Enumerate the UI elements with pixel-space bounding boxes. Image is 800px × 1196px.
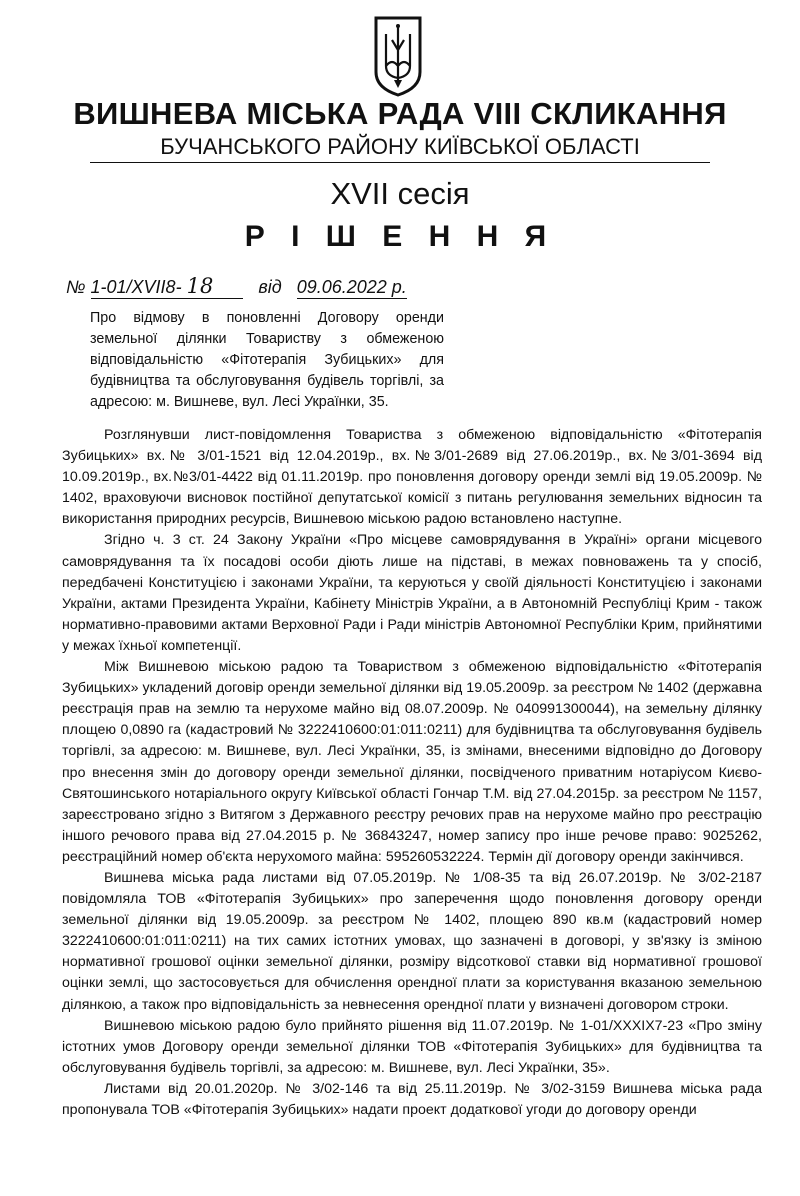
paragraph: Вишнева міська рада листами від 07.05.2019р. № 1/08-35 та від 26.07.2019р. № 3/02-2187 повідомляла ТОВ «Фітотерапія Зубицьких» про заперечення щодо поновлення договору оренди земельної ділянки від 19.05.2009р. за реєстром № 1402, площею 890 кв.м (кадастровий номер 3222410600:01:011:0211) на тих самих істотних умовах, що зазначені в договорі, у зв'язку із зміною нормативної грошової оцінки земельної ділянки, розміру відсоткової ставки від нормативної грошової оцінки землі, що застосовується для обчислення орендної плати за користування вказаною земельною ділянкою, а також про відповідальність за невнесення орендної плати у визначені договором строки. [62,869,762,1013]
document-body [62,425,762,1121]
decision-number-line [66,274,407,299]
paragraph: Вишневою міською радою було прийнято рішення від 11.07.2019р. № 1-01/XXXIX7-23 «Про зміну істотних умов Договору оренди земельної ділянки ТОВ «Фітотерапія Зубицьких» для будівництва та обслуговування будівель торгівлі, за адресою: м. Вишневе, вул. Лесі Українки, 35». [62,1017,762,1076]
date-label: від [258,277,282,297]
decision-date: 09.06.2022 р. [296,277,407,297]
paragraph: Згідно ч. 3 ст. 24 Закону України «Про місцеве самоврядування в Україні» органи місцевого самоврядування та їх посадові особи діють лише на підставі, в межах повноважень та у спосіб, передбачені Конституцією і законами України, та керуються у своїй діяльності Конституцією і законами України, актами Президента України, Кабінету Міністрів України, а в Автономній Республіці Крим - також нормативно-правовими актами Верховної Ради і Ради міністрів Автономної Республіки Крим, прийнятими у межах їхньої компетенції. [62,532,762,654]
decision-number-prefix: 1-01/XVII8- [90,277,182,297]
paragraph: Між Вишневою міською радою та Товариством з обмеженою відповідальністю «Фітотерапія Зубицьких» укладений договір оренди земельної ділянки від 19.05.2009р. за реєстром № 1402 (державна реєстрація прав на землю та нерухоме майно від 08.07.2009р. № 040991300044), на земельну ділянку площею 0,0890 га (кадастровий № 3222410600:01:011:0211) для будівництва та обслуговування будівель торгівлі, за адресою: м. Вишневе, вул. Лесі Українки, 35, із змінами, внесеними відповідно до Договору про внесення змін до договору оренди земельної ділянки, посвідченого приватним нотаріусом Києво-Святошинського нотаріального округу Київської області Гончар Т.М. від 27.04.2015р. за реєстром № 1157, зареєстровано згідно з Витягом з Державного реєстру речових прав на нерухоме майно про реєстрацію іншого речового права від 27.04.2015 р. № 36843247, номер запису про інше речове право: 9025262, реєстраційний номер об'єкта нерухомого майна: 595260532224. Термін дії договору оренди закінчився. [62,659,762,865]
paragraph: Розглянувши лист-повідомлення Товариства з обмеженою відповідальністю «Фітотерапія Зубицьких» вх.№ 3/01-1521 від 12.04.2019р., вх.№3/01-2689 від 27.06.2019р., вх.№3/01-3694 від 10.09.2019р., вх.№3/01-4422 від 01.11.2019р. про поновлення договору оренди землі від 19.05.2009р. № 1402, враховуючи висновок постійної депутатської комісії з питань регулювання земельних відносин та використання природних ресурсів, Вишневою міською радою встановлено наступне. [62,427,762,528]
session-label: XVII сесія [330,176,470,211]
decision-summary: Про відмову в поновленні Договору оренди земельної ділянки Товариству з обмеженою відповідальністю «Фітотерапія Зубицьких» для будівництва та обслуговування будівель торгівлі, за адресою: м. Вишневе, вул. Лесі Українки, 35. [90,310,444,410]
document-type: Р І Ш Е Н Н Я [244,220,556,253]
council-subtitle: БУЧАНСЬКОГО РАЙОНУ КИЇВСЬКОЇ ОБЛАСТІ [90,134,710,163]
paragraph: Листами від 20.01.2020р. № 3/02-146 та від 25.11.2019р. № 3/02-3159 Вишнева міська рада пропонувала ТОВ «Фітотерапія Зубицьких» надати проект додаткової угоди до договору оренди [62,1080,762,1118]
decision-number [91,274,244,299]
number-label: № [66,277,86,297]
decision-number-handwritten: 18 [186,274,214,298]
coat-of-arms-icon [372,14,424,98]
council-title: ВИШНЕВА МІСЬКА РАДА VIII СКЛИКАННЯ [73,96,727,131]
